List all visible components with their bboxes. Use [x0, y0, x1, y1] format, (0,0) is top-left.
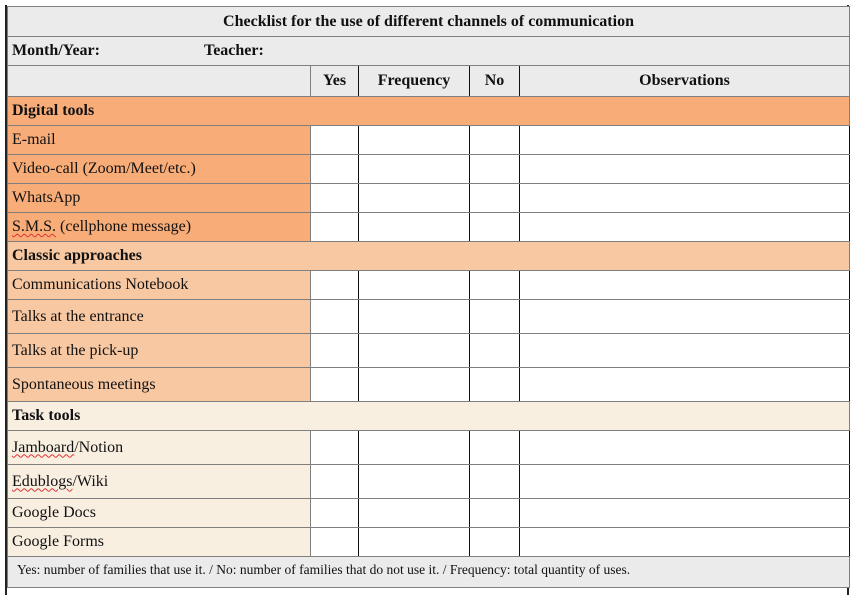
frequency-cell[interactable] — [359, 126, 470, 155]
table-row — [8, 155, 850, 184]
table-row — [8, 368, 850, 402]
row-label: Google Forms — [8, 528, 311, 557]
no-cell[interactable] — [470, 334, 520, 368]
no-cell[interactable] — [470, 300, 520, 334]
yes-cell[interactable] — [311, 334, 359, 368]
observations-cell[interactable] — [520, 300, 850, 334]
frequency-cell[interactable] — [359, 334, 470, 368]
table-row — [8, 126, 850, 155]
header-observations: Observations — [520, 66, 850, 97]
row-label: Video-call (Zoom/Meet/etc.) — [8, 155, 311, 184]
table-row — [8, 334, 850, 368]
jamboard-word: Jamboard — [12, 438, 75, 456]
frequency-cell[interactable] — [359, 499, 470, 528]
yes-cell[interactable] — [311, 499, 359, 528]
header-frequency: Frequency — [359, 66, 470, 97]
observations-cell[interactable] — [520, 334, 850, 368]
frequency-cell[interactable] — [359, 155, 470, 184]
yes-cell[interactable] — [311, 271, 359, 300]
row-label: WhatsApp — [8, 184, 311, 213]
frequency-cell[interactable] — [359, 271, 470, 300]
checklist-table — [7, 6, 850, 588]
table-row — [8, 431, 850, 465]
yes-cell[interactable] — [311, 368, 359, 402]
observations-cell[interactable] — [520, 499, 850, 528]
table-row — [8, 271, 850, 300]
header-no: No — [470, 66, 520, 97]
frequency-cell[interactable] — [359, 368, 470, 402]
observations-cell[interactable] — [520, 528, 850, 557]
row-label: Communications Notebook — [8, 271, 311, 300]
section-digital-tools: Digital tools — [8, 97, 850, 126]
row-label: Google Docs — [8, 499, 311, 528]
row-label: Jamboard/Notion — [8, 431, 311, 465]
observations-cell[interactable] — [520, 126, 850, 155]
edublogs-word: Edublogs — [12, 472, 73, 490]
yes-cell[interactable] — [311, 184, 359, 213]
observations-cell[interactable] — [520, 184, 850, 213]
no-cell[interactable] — [470, 271, 520, 300]
frequency-cell[interactable] — [359, 465, 470, 499]
row-label: Edublogs/Wiki — [8, 465, 311, 499]
table-row — [8, 528, 850, 557]
month-year-label: Month/Year: — [12, 42, 100, 59]
yes-cell[interactable] — [311, 213, 359, 242]
no-cell[interactable] — [470, 528, 520, 557]
no-cell[interactable] — [470, 368, 520, 402]
yes-cell[interactable] — [311, 528, 359, 557]
legend-footnote: Yes: number of families that use it. / No: number of families that do not use it. / Frequency: total quantity of uses. — [8, 557, 850, 588]
row-label: Talks at the pick-up — [8, 334, 311, 368]
row-label: E-mail — [8, 126, 311, 155]
no-cell[interactable] — [470, 213, 520, 242]
no-cell[interactable] — [470, 465, 520, 499]
observations-cell[interactable] — [520, 213, 850, 242]
yes-cell[interactable] — [311, 300, 359, 334]
frequency-cell[interactable] — [359, 431, 470, 465]
observations-cell[interactable] — [520, 431, 850, 465]
table-row — [8, 213, 850, 242]
yes-cell[interactable] — [311, 431, 359, 465]
no-cell[interactable] — [470, 431, 520, 465]
row-label: S.M.S. (cellphone message) — [8, 213, 311, 242]
frequency-cell[interactable] — [359, 528, 470, 557]
table-row — [8, 465, 850, 499]
frequency-cell[interactable] — [359, 213, 470, 242]
row-label: Talks at the entrance — [8, 300, 311, 334]
header-blank — [8, 66, 311, 97]
row-label: Spontaneous meetings — [8, 368, 311, 402]
sms-abbrev: S.M.S. — [12, 218, 57, 235]
teacher-label: Teacher: — [203, 42, 264, 59]
section-classic-approaches: Classic approaches — [8, 242, 850, 271]
no-cell[interactable] — [470, 155, 520, 184]
table-row — [8, 300, 850, 334]
meta-row — [8, 37, 850, 66]
yes-cell[interactable] — [311, 126, 359, 155]
table-row — [8, 184, 850, 213]
no-cell[interactable] — [470, 126, 520, 155]
table-title: Checklist for the use of different channels of communication — [8, 7, 850, 37]
table-row — [8, 499, 850, 528]
section-task-tools: Task tools — [8, 402, 850, 431]
frequency-cell[interactable] — [359, 300, 470, 334]
header-yes: Yes — [311, 66, 359, 97]
no-cell[interactable] — [470, 499, 520, 528]
yes-cell[interactable] — [311, 155, 359, 184]
observations-cell[interactable] — [520, 465, 850, 499]
yes-cell[interactable] — [311, 465, 359, 499]
observations-cell[interactable] — [520, 271, 850, 300]
frequency-cell[interactable] — [359, 184, 470, 213]
no-cell[interactable] — [470, 184, 520, 213]
observations-cell[interactable] — [520, 368, 850, 402]
observations-cell[interactable] — [520, 155, 850, 184]
